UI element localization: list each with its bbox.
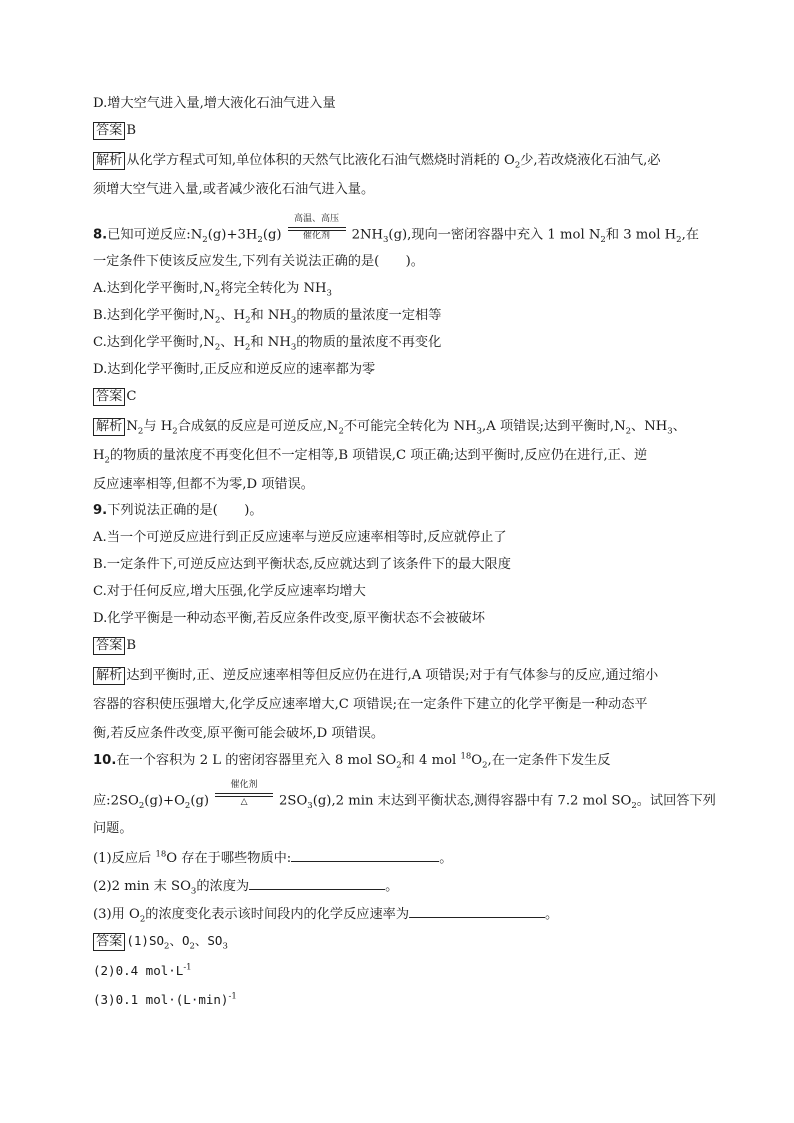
q10-stem-line3: 问题。 [93, 821, 133, 836]
explain-tag: 解析 [93, 667, 125, 685]
q9-explain-line1: 解析 达到平衡时,正、逆反应速率相等但反应仍在进行,A 项错误;对于有气体参与的反应,通过缩小 [93, 667, 658, 685]
answer-tag: 答案 [93, 122, 125, 140]
q10-part1: (1)反应后 $^{18}$O 存在于哪些物质中: 。 [93, 849, 453, 866]
q10-stem-line1: 10.在一个容积为 2 L 的密闭容器里充入 8 mol $SO_2$和 4 mol $^{18}O_2$,在一定条件下发生反 [93, 751, 611, 771]
q9-option-d: D.化学平衡是一种动态平衡,若反应条件改变,原平衡状态不会被破坏 [93, 611, 485, 626]
q10-answer-1: 答案 $(1)SO_2$、$O_2$、$SO_3$ [93, 932, 228, 951]
q8-stem-line2: 一定条件下使该反应发生,下列有关说法正确的是( )。 [93, 254, 424, 269]
q8-option-c: C.达到化学平衡时$,N_2$、$H_2$和 $NH_3$的物质的量浓度不再变化 [93, 335, 442, 353]
q8-explain-line2: $H_2$的物质的量浓度不再变化但不一定相等,B 项错误,C 项正确;达到平衡时,反应仍在进行,正、逆 [93, 448, 648, 466]
q8-stem-line1: 8.已知可逆反应$:N_2(g)+3H_2(g)$ 高温、高压 催化剂 $2NH_3(g)$,现向一密闭容器中充入 1 mol $N_2$和 3 mol $H_2$,在 [93, 214, 699, 246]
reaction-arrow: 催化剂 △ [213, 792, 275, 810]
q10-answer-3: (3)0.1 $mol\cdot(L\cdot\min)^{-1}$ [93, 991, 237, 1007]
answer-blank-2[interactable] [249, 876, 385, 890]
q8-explain-line1: 解析 $N_2$与 $H_2$合成氨的反应是可逆反应$,N_2$不可能完全转化为 $NH_3,A$ 项错误;达到平衡时$,N_2$、$NH_3$、 [93, 418, 686, 436]
q10-part3: (3)用 $O_2$的浓度变化表示该时间段内的化学反应速率为 。 [93, 904, 558, 924]
q8-explain-line3: 反应速率相等,但都不为零,D 项错误。 [93, 477, 314, 492]
q9-explain-line2: 容器的容积使压强增大,化学反应速率增大,C 项错误;在一定条件下建立的化学平衡是一种动态平 [93, 697, 648, 712]
q7-explain-line1: 解析 从化学方程式可知,单位体积的天然气比液化石油气燃烧时消耗的 $O_2$少,若改烧液化石油气,必 [93, 152, 661, 170]
q9-option-a: A.当一个可逆反应进行到正反应速率与逆反应速率相等时,反应就停止了 [93, 530, 507, 545]
q7-option-d: D.增大空气进入量,增大液化石油气进入量 [93, 96, 336, 111]
q9-explain-line3: 衡,若反应条件改变,原平衡可能会破坏,D 项错误。 [93, 726, 385, 741]
reaction-arrow: 高温、高压 催化剂 [286, 226, 348, 244]
answer-tag: 答案 [93, 388, 125, 406]
q10-answer-2: (2)0.4 $mol\cdot L^{-1}$ [93, 962, 192, 978]
q7-explain-line2: 须增大空气进入量,或者减少液化石油气进入量。 [93, 182, 375, 197]
answer-blank-1[interactable] [291, 848, 439, 862]
q8-option-b: B.达到化学平衡时$,N_2$、$H_2$和 $NH_3$的物质的量浓度一定相等 [93, 308, 442, 326]
q7-answer: 答案 B [93, 122, 136, 140]
explain-tag: 解析 [93, 418, 125, 436]
explain-tag: 解析 [93, 152, 125, 170]
q9-option-b: B.一定条件下,可逆反应达到平衡状态,反应就达到了该条件下的最大限度 [93, 557, 511, 572]
q8-option-d: D.达到化学平衡时,正反应和逆反应的速率都为零 [93, 362, 376, 377]
answer-tag: 答案 [93, 637, 125, 655]
q9-option-c: C.对于任何反应,增大压强,化学反应速率均增大 [93, 584, 366, 599]
answer-blank-3[interactable] [409, 904, 545, 918]
q10-part2: (2)2 min 末 $SO_3$的浓度为 。 [93, 876, 398, 896]
q10-stem-line2: 应$:2SO_2(g)+O_2(g)$ 催化剂 △ $2SO_3(g),2$ min 末达到平衡状态,测得容器中有 7.2 mol $SO_2$。试回答下列 [93, 780, 716, 812]
q8-answer: 答案 C [93, 388, 136, 406]
q9-answer: 答案 B [93, 637, 136, 655]
q9-stem: 9.下列说法正确的是( )。 [93, 503, 263, 518]
answer-tag: 答案 [93, 933, 125, 951]
q8-option-a: A.达到化学平衡时$,N_2$将完全转化为 $NH_3$ [93, 281, 332, 299]
